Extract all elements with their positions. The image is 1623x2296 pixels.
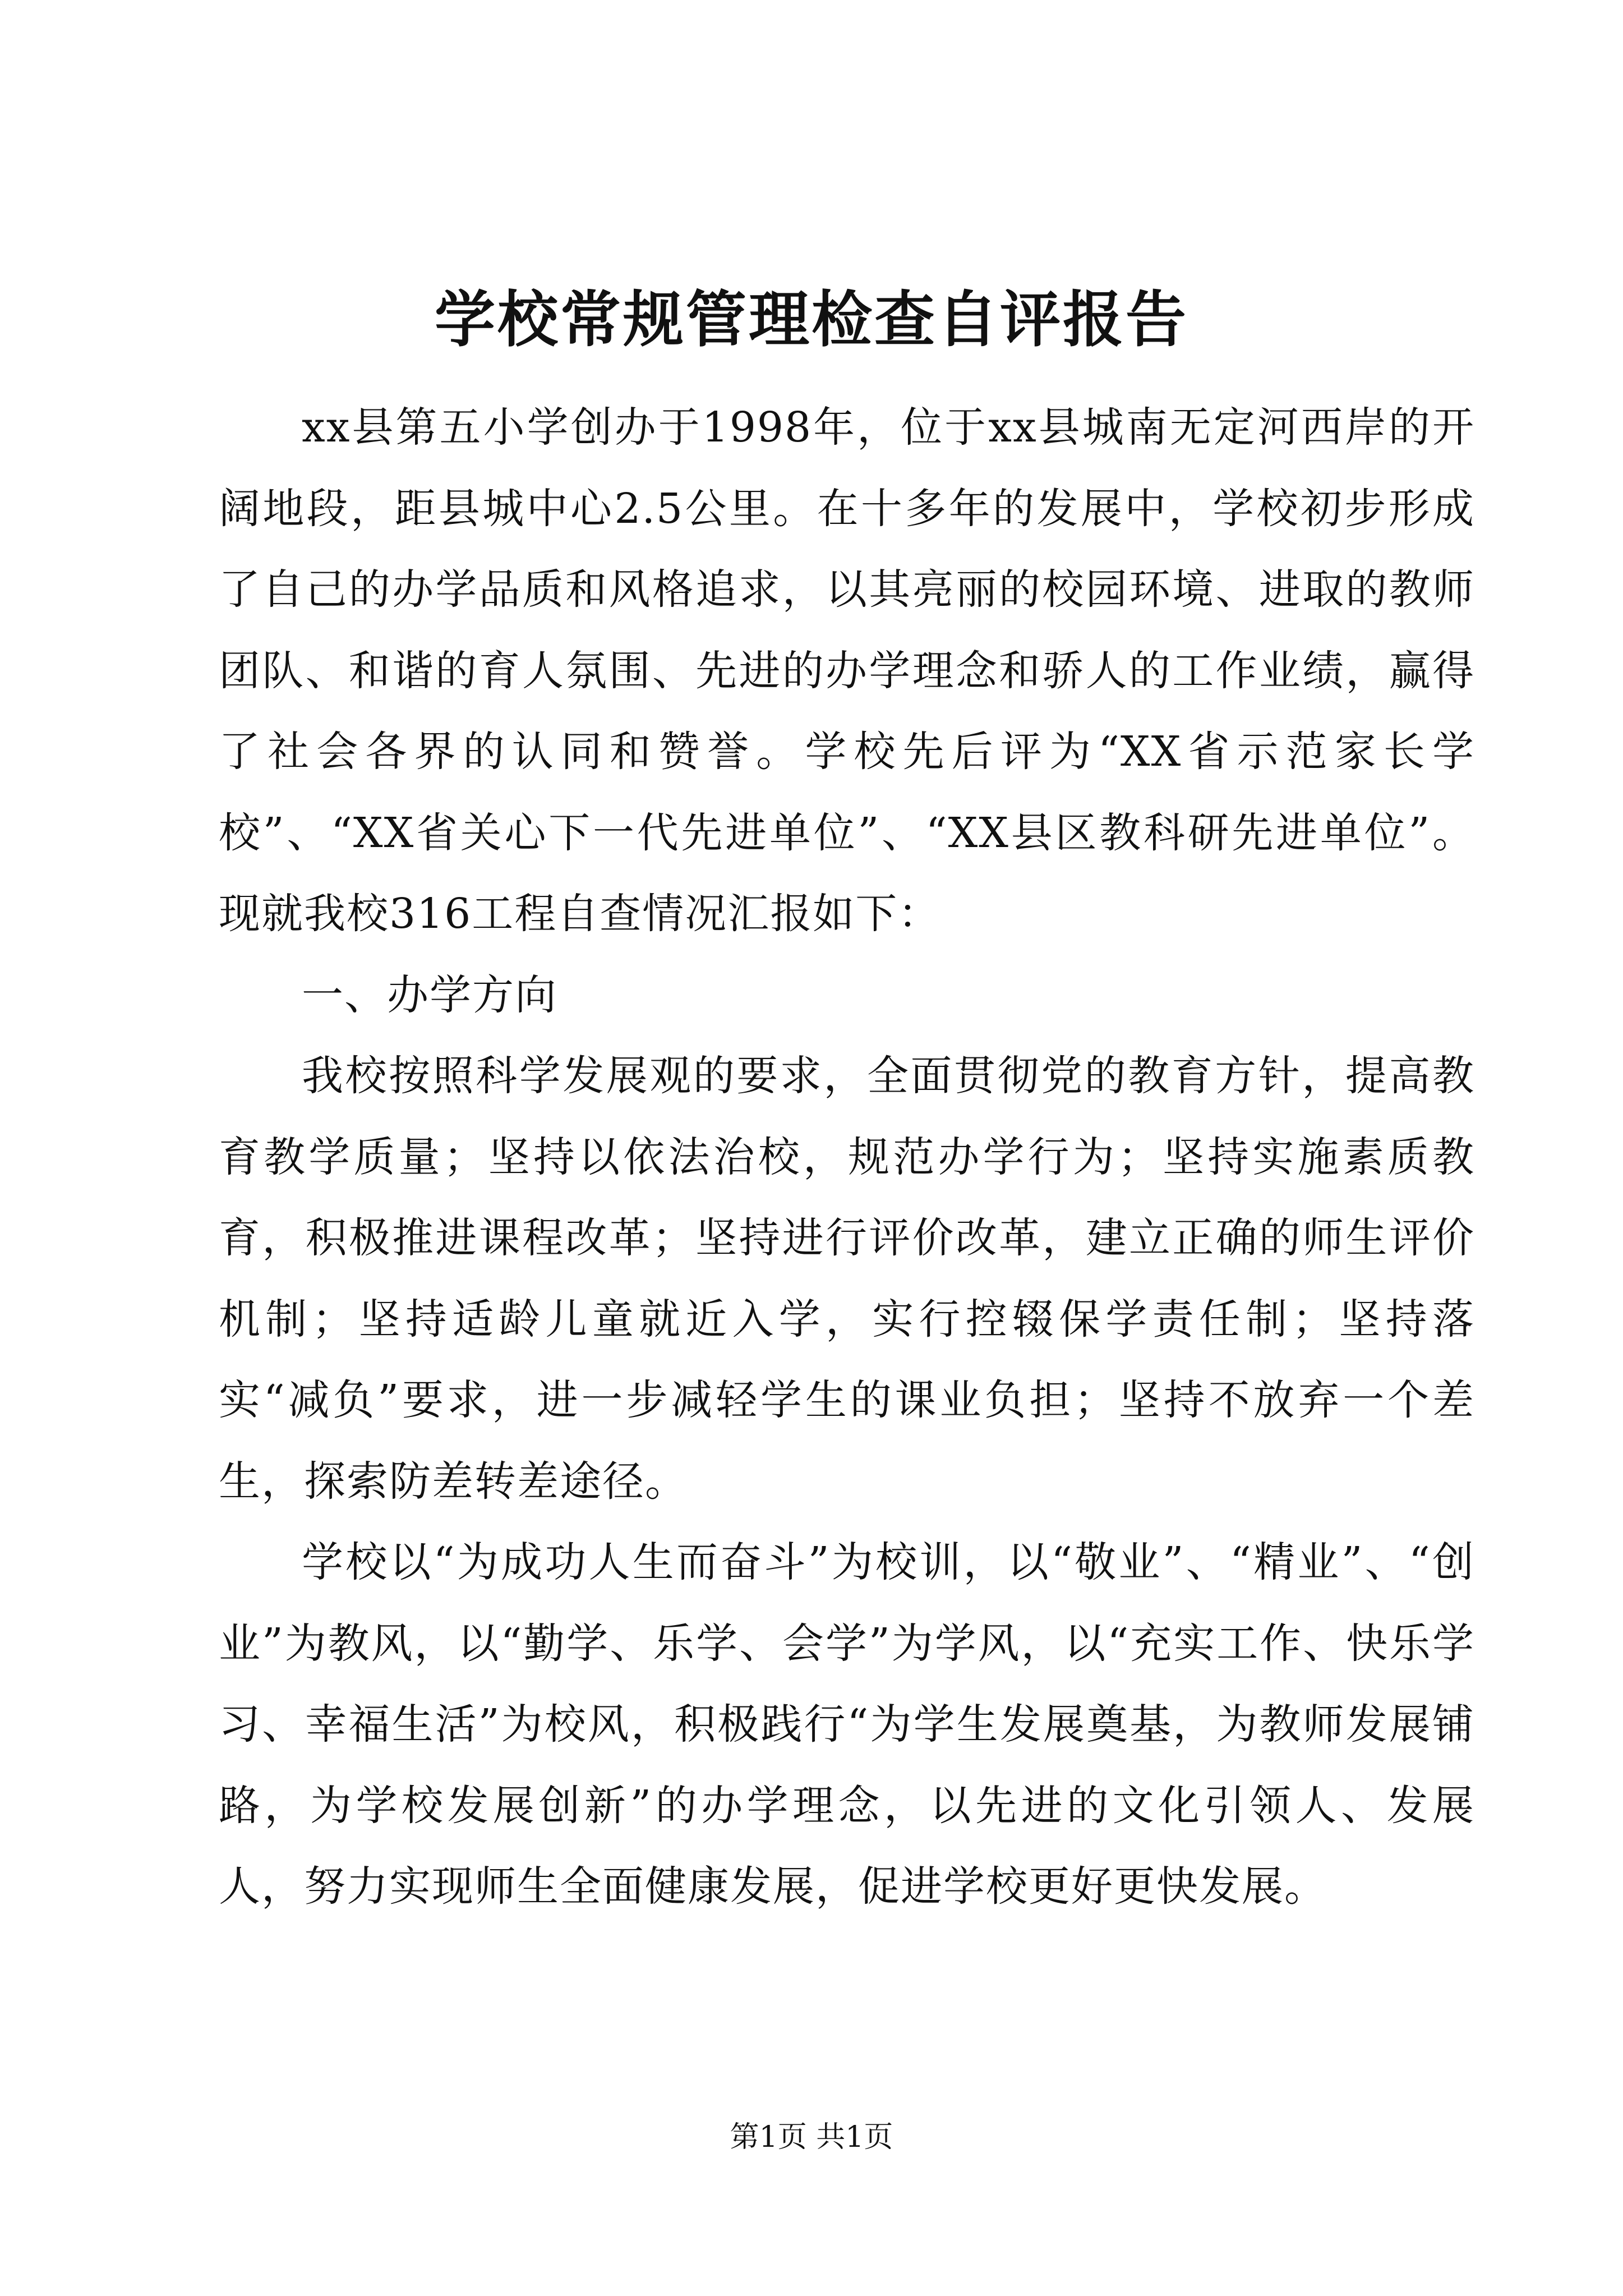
page-number-footer: 第1页 共1页 <box>730 2120 893 2154</box>
section-heading-direction: 一、办学方向 <box>302 970 557 1019</box>
document-title: 学校常规管理检查自评报告 <box>434 284 1188 355</box>
paragraph-school-intro: xx县第五小学创办于1998年，位于xx县城南无定河西岸的开阔地段，距县城中心2.5公里。在十多年的发展中，学校初步形成了自己的办学品质和风格追求，以其亮丽的校园环境、进取的教师团队、和谐的育人氛围、先进的办学理念和骄人的工作业绩，赢得了社会各界的认同和赞誉。学校先后评为“XX省示范家长学校”、“XX省关心下一代先进单位”、“XX县区教科研先进单位”。现就我校316工程自查情况汇报如下： <box>219 403 1475 938</box>
document-body <box>219 387 1475 1927</box>
paragraph-school-motto: 学校以“为成功人生而奋斗”为校训，以“敬业”、“精业”、“创业”为教风，以“勤学、乐学、会学”为学风，以“充实工作、快乐学习、幸福生活”为校风，积极践行“为学生发展奠基，为教师发展铺路，为学校发展创新”的办学理念，以先进的文化引领人、发展人，努力实现师生全面健康发展，促进学校更好更快发展。 <box>219 1538 1475 1911</box>
paragraph-education-policy: 我校按照科学发展观的要求，全面贯彻党的教育方针，提高教育教学质量；坚持以依法治校，规范办学行为；坚持实施素质教育，积极推进课程改革；坚持进行评价改革，建立正确的师生评价机制；坚持适龄儿童就近入学，实行控辍保学责任制；坚持落实“减负”要求，进一步减轻学生的课业负担；坚持不放弃一个差生，探索防差转差途径。 <box>219 1052 1475 1506</box>
